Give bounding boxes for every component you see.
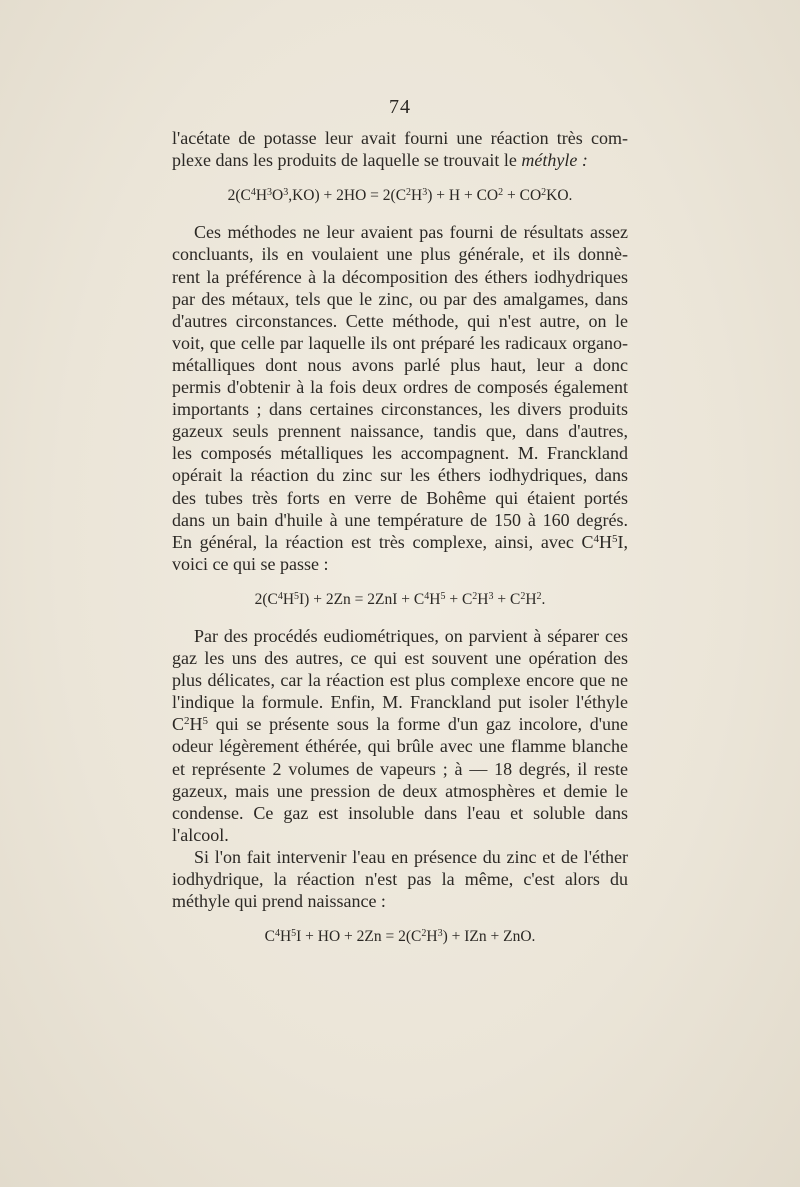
formula-text: H [255, 187, 268, 205]
text-line: condense. Ce gaz est insoluble dans l'eau et soluble dans [172, 802, 628, 823]
italic-term: méthyle : [521, 150, 588, 171]
text-line: méthyle qui prend naissance : [172, 891, 386, 912]
formula-text: . [541, 590, 546, 608]
formula-3 [172, 926, 628, 948]
text-line: gazeux seuls prennent naissance, tandis que, dans d'autres, [172, 421, 628, 442]
formula-sup: 5 [291, 928, 297, 940]
text-line [172, 713, 628, 735]
text-line: importants ; dans certaines circonstances, les divers produits [172, 399, 628, 420]
formula-text: O [272, 187, 284, 205]
text-line: Si l'on fait intervenir l'eau en présence du zinc et de l'éther [194, 846, 628, 867]
text-line: rent la préférence à la décomposition des éthers iodhydriques [172, 266, 628, 287]
formula-sup: 2 [421, 928, 427, 940]
formula-sup: 3 [488, 590, 494, 602]
formula-sup: 3 [422, 187, 428, 199]
formula-text: ) + IZn + ZnO. [442, 928, 536, 946]
formula-text: 2(C [254, 590, 278, 608]
formula-sup: 4 [274, 928, 280, 940]
formula-sup: 2 [520, 590, 526, 602]
paragraph-1 [172, 127, 628, 171]
formula-sup: 2 [472, 590, 478, 602]
page-number: 74 [389, 96, 411, 118]
text-fragment: En général, la réaction est très complexe, ainsi, avec C [172, 531, 594, 552]
formula-1 [172, 185, 628, 207]
paragraph-4 [172, 846, 628, 912]
text-line: gazeux, mais une pression de deux atmosphères et demie le [172, 780, 628, 801]
formula-text: + CO [503, 187, 542, 205]
formula-sup: 4 [277, 590, 283, 602]
text-line [172, 149, 628, 171]
text-line: l'acétate de potasse leur avait fourni une réaction très com- [172, 128, 628, 149]
formula-2 [172, 589, 628, 611]
text-line: métalliques dont nous avons parlé plus haut, leur a donc [172, 354, 628, 375]
text-line: l'indique la formule. Enfin, M. Franckland put isoler l'éthyle [172, 692, 628, 713]
formula-text: H [426, 928, 438, 946]
text-fragment: plexe dans les produits de laquelle se trouvait le [172, 150, 522, 171]
formula-sup: 2 [406, 187, 412, 199]
formula-text: + C [445, 590, 473, 608]
text-line: Par des procédés eudiométriques, on parvient à séparer ces [194, 625, 628, 646]
formula-sup: 2 [498, 187, 504, 199]
formula-text: I) + 2Zn = 2ZnI + C [299, 590, 425, 608]
formula-text: H [279, 928, 292, 946]
text-sup: 4 [593, 532, 599, 545]
formula-text: H [282, 590, 295, 608]
formula-sup: 3 [283, 187, 289, 199]
text-column [172, 96, 628, 962]
formula-text: + C [493, 590, 521, 608]
formula-sup: 2 [541, 187, 547, 199]
formula-text: ) + H + CO [427, 187, 499, 205]
text-line: des tubes très forts en verre de Bohême qui étaient portés [172, 487, 628, 508]
text-line: et représente 2 volumes de vapeurs ; à — 18 degrés, il reste [172, 758, 628, 779]
formula-text: I + HO + 2Zn = 2(C [296, 928, 422, 946]
text-line: d'autres circonstances. Cette méthode, qui n'est autre, on le [172, 310, 628, 331]
formula-sup: 2 [536, 590, 542, 602]
paragraph-2 [172, 221, 628, 575]
text-line: l'alcool. [172, 824, 229, 845]
formula-text: ,KO) + 2HO = 2(C [288, 187, 407, 205]
text-sup: 5 [202, 715, 209, 728]
text-fragment: H [599, 531, 612, 552]
formula-sup: 5 [440, 590, 446, 602]
formula-text: 2(C [227, 187, 251, 205]
text-fragment: C [172, 714, 185, 735]
formula-text: H [525, 590, 537, 608]
formula-sup: 3 [267, 187, 273, 199]
formula-sup: 4 [424, 590, 430, 602]
formula-sup: 4 [250, 187, 256, 199]
text-fragment: qui se présente sous la forme d'un gaz incolore, d'une [208, 714, 628, 735]
text-line: iodhydrique, la réaction n'est pas la même, c'est alors du [172, 869, 628, 889]
text-line: gaz les uns des autres, ce qui est souvent une opération des [172, 648, 628, 669]
formula-text: KO. [546, 187, 573, 205]
text-fragment: I, [617, 531, 628, 552]
formula-text: H [429, 590, 441, 608]
text-line: dans un bain d'huile à une température de 150 à 160 degrés. [172, 509, 628, 530]
text-line: voici ce qui se passe : [172, 553, 329, 574]
formula-sup: 3 [437, 928, 443, 940]
text-line: voit, que celle par laquelle ils ont préparé les radicaux organo- [172, 332, 628, 353]
text-line: concluants, ils en voulaient une plus générale, et ils donnè- [172, 244, 628, 265]
text-line: par des métaux, tels que le zinc, ou par des amalgames, dans [172, 288, 628, 309]
text-line: plus délicates, car la réaction est plus complexe encore que ne [172, 670, 628, 691]
text-line: Ces méthodes ne leur avaient pas fourni de résultats assez [194, 222, 628, 243]
formula-sup: 5 [294, 590, 300, 602]
formula-text: H [477, 590, 489, 608]
text-line: les composés métalliques les accompagnent. M. Franckland [172, 443, 628, 464]
text-line: odeur légèrement éthérée, qui brûle avec une flamme blanche [172, 736, 628, 757]
text-line: opérait la réaction du zinc sur les éthers iodhydriques, dans [172, 465, 628, 486]
text-sup: 2 [184, 715, 190, 728]
formula-text: H [411, 187, 423, 205]
text-line [172, 531, 628, 553]
text-fragment: H [189, 714, 203, 735]
paragraph-3 [172, 625, 628, 846]
text-sup: 5 [612, 532, 618, 545]
text-line: permis d'obtenir à la fois deux ordres de composés également [172, 377, 628, 398]
formula-text: C [264, 928, 275, 946]
